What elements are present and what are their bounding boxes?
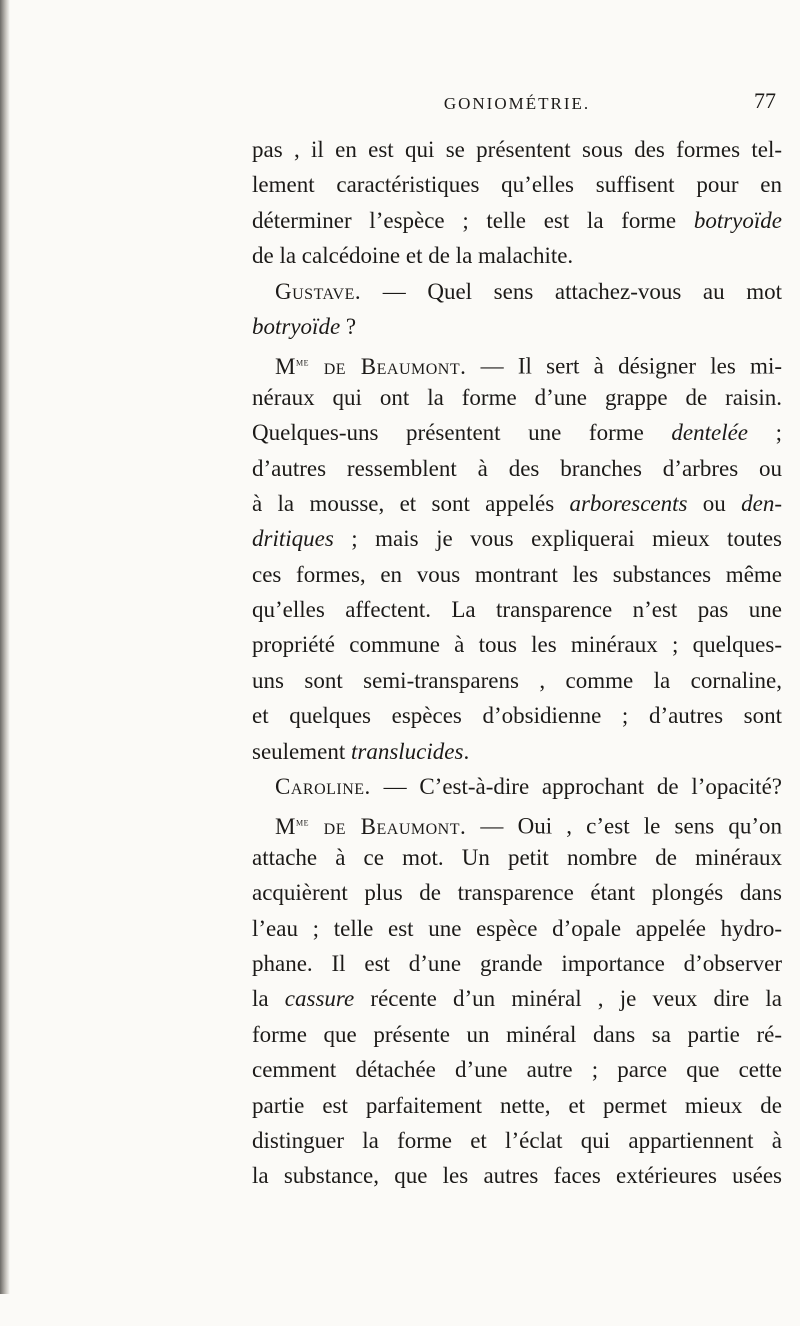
text-line: déterminer l’espèce ; telle est la forme botryoïde	[252, 207, 782, 233]
italic-term: botryoïde	[693, 207, 782, 233]
speaker-name: Gustave.	[275, 278, 362, 304]
italic-term: arborescents	[569, 490, 688, 516]
page-number: 77	[754, 88, 776, 113]
speaker-name: $M^{me}$ de Beaumont.	[275, 814, 467, 840]
text-line: pas , il en est qui se présentent sous des formes tel-	[252, 137, 782, 162]
text-line: à la mousse, et sont appelés arborescents ou den-	[252, 490, 782, 516]
text-line: et quelques espèces d’obsidienne ; d’autres sont	[252, 703, 782, 729]
text-line: seulement translucides.	[252, 738, 470, 764]
text-line: uns sont semi-transparens , comme la cornaline,	[252, 667, 782, 693]
italic-term: dritiques	[252, 526, 334, 552]
text-line: dritiques ; mais je vous expliquerai mieux toutes	[252, 526, 782, 552]
text-line: propriété commune à tous les minéraux ; quelques-	[252, 632, 782, 658]
text-line: attache à ce mot. Un petit nombre de minéraux	[252, 844, 782, 870]
speaker-name: Caroline.	[275, 774, 371, 800]
text-line: ces formes, en vous montrant les substances même	[252, 561, 782, 587]
italic-term: translucides	[351, 738, 464, 764]
italic-term: den-	[741, 490, 782, 516]
text-line: forme que présente un minéral dans sa partie ré-	[252, 1021, 782, 1047]
text-line: néraux qui ont la forme d’une grappe de raisin.	[252, 384, 782, 410]
speaker-name: $M^{me}$ de Beaumont.	[275, 354, 467, 379]
text-line: botryoïde ?	[252, 313, 357, 339]
text-line: Caroline. — C’est-à-dire approchant de l’opacité?	[275, 774, 782, 800]
text-line: $M^{me}$ de Beaumont. — Il sert à désigner les mi-	[275, 354, 782, 379]
text-block	[252, 132, 782, 1194]
text-line: partie est parfaitement nette, et permet mieux de	[252, 1092, 782, 1118]
text-line: Quelques-uns présentent une forme dentelée ;	[252, 420, 782, 446]
text-line: $M^{me}$ de Beaumont. — Oui , c’est le sens qu’on	[275, 814, 782, 840]
book-gutter-shadow	[0, 0, 10, 1294]
text-line: phane. Il est d’une grande importance d’observer	[252, 950, 782, 976]
text-line: la cassure récente d’un minéral , je veux dire la	[252, 986, 782, 1012]
text-line: acquièrent plus de transparence étant plongés dans	[252, 880, 782, 906]
text-line: Gustave. — Quel sens attachez-vous au mot	[275, 278, 782, 304]
text-line: d’autres ressemblent à des branches d’arbres ou	[252, 455, 782, 481]
text-line: l’eau ; telle est une espèce d’opale appelée hydro-	[252, 915, 782, 941]
text-line: de la calcédoine et de la malachite.	[252, 243, 574, 269]
text-line: lement caractéristiques qu’elles suffisent pour en	[252, 172, 782, 198]
text-line: qu’elles affectent. La transparence n’est pas une	[252, 597, 782, 623]
text-line: distinguer la forme et l’éclat qui appartiennent à	[252, 1127, 782, 1153]
italic-term: botryoïde	[252, 313, 341, 339]
italic-term: dentelée	[671, 420, 749, 446]
italic-term: cassure	[284, 986, 355, 1012]
page-body	[252, 126, 782, 1326]
running-title: GONIOMÉTRIE.	[443, 94, 591, 113]
running-head	[252, 88, 782, 124]
text-line: la substance, que les autres faces extérieures usées	[252, 1163, 782, 1189]
text-line: cemment détachée d’une autre ; parce que cette	[252, 1057, 782, 1083]
